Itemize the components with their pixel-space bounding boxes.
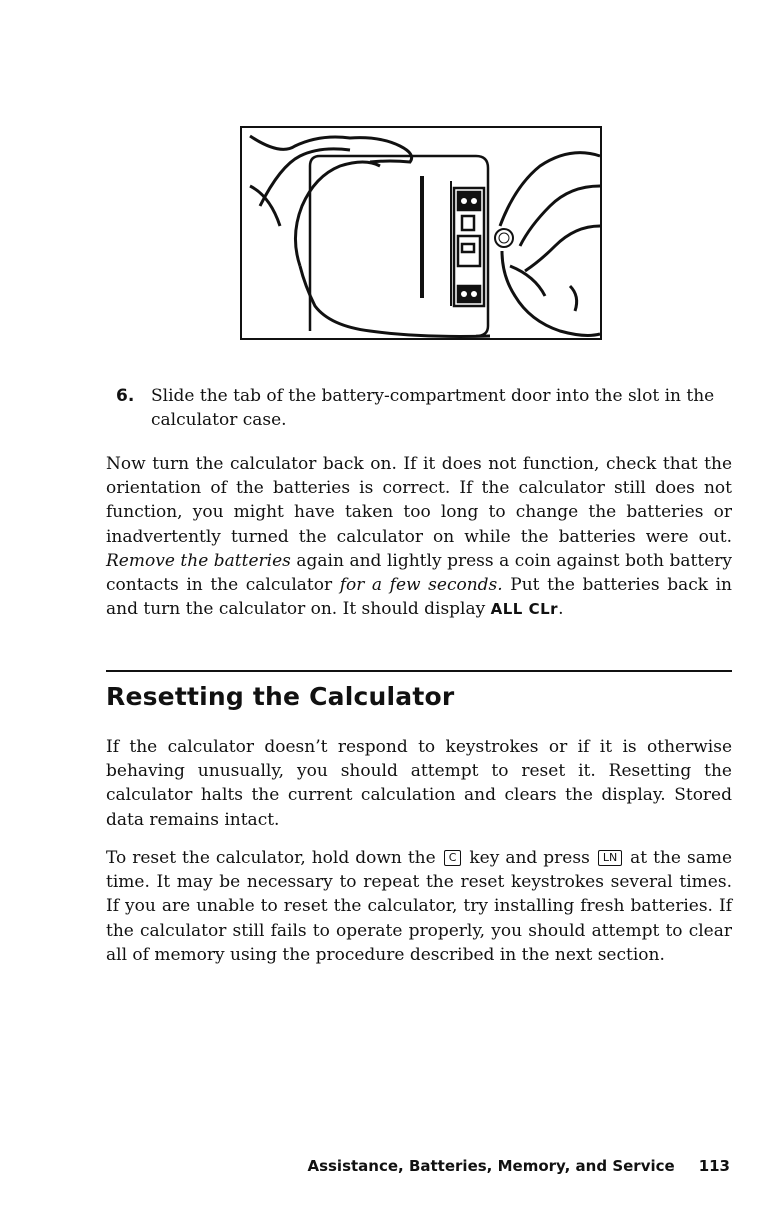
paragraph1-end: . <box>558 599 564 620</box>
paragraph1-emphasis-seconds: for a few seconds. <box>339 575 503 596</box>
ln-key-icon: LN <box>598 850 622 866</box>
c-key-icon: C <box>444 850 462 866</box>
page-number: 113 <box>698 1157 730 1175</box>
step-number: 6. <box>116 386 135 406</box>
paragraph1-text-b: again and lightly press a coin against both battery contacts in the calculator <box>106 550 732 596</box>
paragraph-reset-instructions <box>106 846 732 967</box>
paragraph3-text-a: To reset the calculator, hold down the <box>106 848 436 868</box>
battery-illustration <box>240 126 602 340</box>
section-heading: Resetting the Calculator <box>106 682 455 711</box>
step-6 <box>106 384 732 432</box>
footer-section-title: Assistance, Batteries, Memory, and Service <box>307 1157 675 1175</box>
paragraph3-text-c: at the same time. It may be necessary to repeat the reset keystrokes several times. If you are unable to reset the calculator, try installing fresh batteries. If the calculator still fails to operate properly, you should attempt to clear all of memory using the procedure described in the next section. <box>106 848 733 965</box>
paragraph1-text-a: Now turn the calculator back on. If it does not function, check that the orientation of the batteries is correct. If the calculator still does not function, you might have taken too long to change the batteries or inadvertently turned the calculator on while the batteries were out. <box>106 454 732 547</box>
section-divider <box>106 670 732 672</box>
paragraph1-emphasis-remove: Remove the batteries <box>106 550 291 571</box>
page-footer <box>307 1156 730 1176</box>
paragraph-reset-intro: If the calculator doesn’t respond to keystrokes or if it is otherwise behaving unusually, you should attempt to reset it. Resetting the calculator halts the current calculation and clears the display. Stored data remains intact. <box>106 737 732 830</box>
coin-drawing <box>495 229 513 247</box>
paragraph1-text-c: Put the batteries back in and turn the calculator on. It should display <box>106 575 733 620</box>
paragraph3-text-b: key and press <box>469 848 590 868</box>
step-text: Slide the tab of the battery-compartment door into the slot in the calculator case. <box>151 386 715 430</box>
display-readout: ALL CLr <box>490 600 559 619</box>
paragraph-restart-instructions <box>106 452 732 621</box>
